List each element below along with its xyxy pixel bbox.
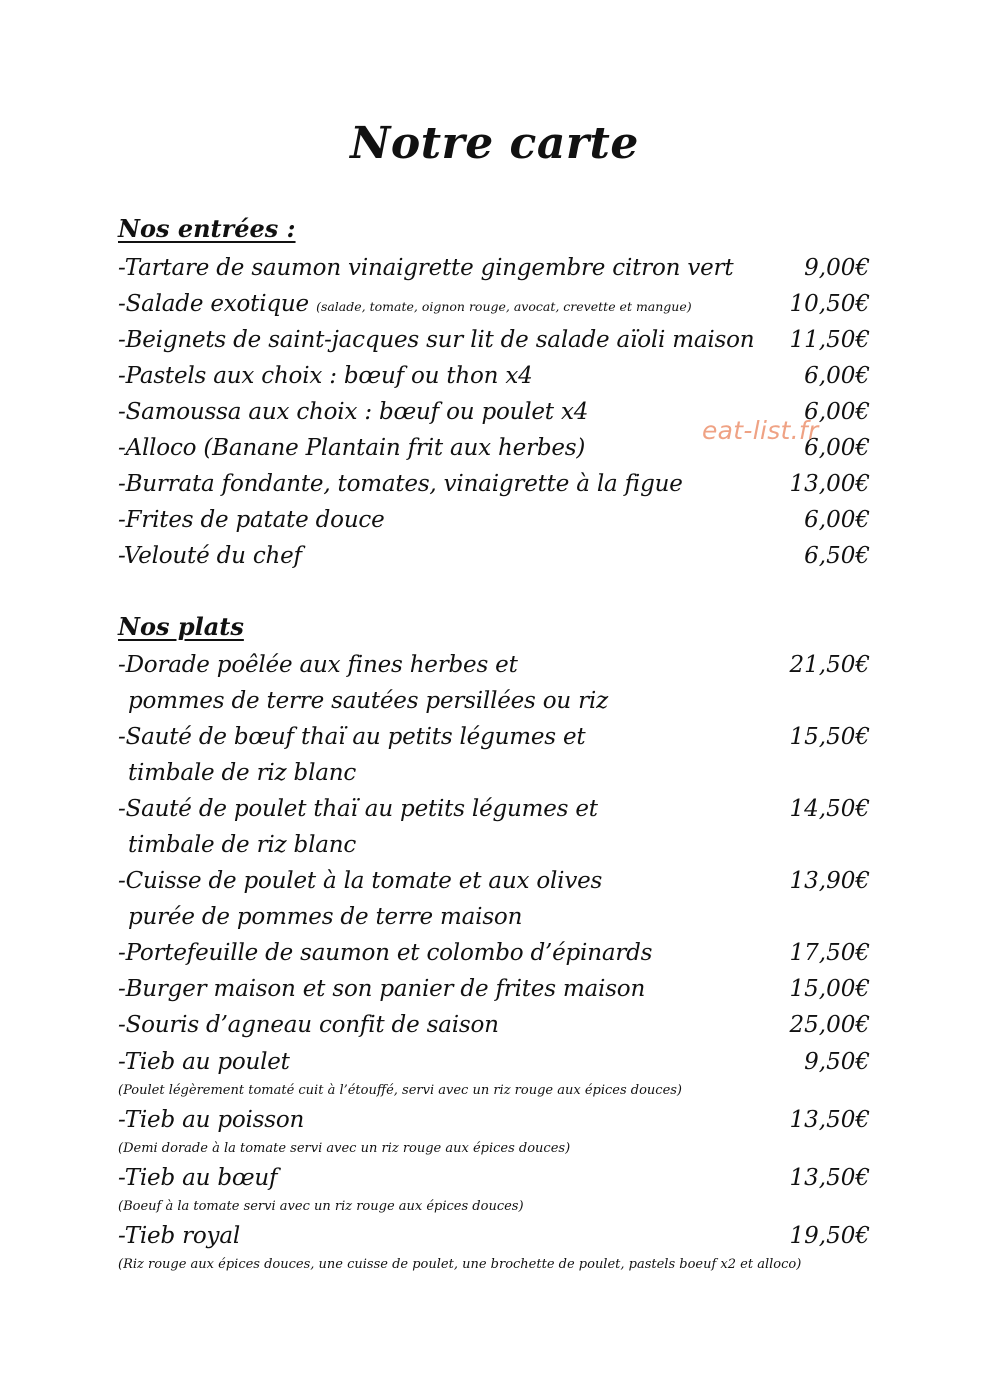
item-price: 6,00€: [804, 507, 870, 533]
item-name: -Sauté de poulet thaï au petits légumes et: [118, 796, 598, 822]
item-name: -Tieb au bœuf: [118, 1165, 278, 1191]
item-price: 6,00€: [804, 435, 870, 461]
item-name: -Samoussa aux choix : bœuf ou poulet x4: [118, 399, 589, 425]
item-name: -Tartare de saumon vinaigrette gingembre citron vert: [118, 255, 734, 281]
item-name: -Alloco (Banane Plantain frit aux herbes): [118, 435, 586, 461]
menu-item: [118, 324, 870, 360]
page-title: Notre carte: [350, 118, 639, 169]
item-name-line2: purée de pommes de terre maison: [128, 904, 523, 930]
item-name: -Portefeuille de saumon et colombo d’épinards: [118, 940, 653, 966]
item-price: 21,50€: [789, 652, 870, 678]
item-price: 9,50€: [804, 1049, 870, 1075]
item-name: -Cuisse de poulet à la tomate et aux olives: [118, 868, 603, 894]
item-name: -Pastels aux choix : bœuf ou thon x4: [118, 363, 533, 389]
item-price: 14,50€: [789, 796, 870, 822]
item-name-line2: timbale de riz blanc: [128, 760, 357, 786]
item-name-group: [118, 288, 692, 323]
item-name: -Velouté du chef: [118, 543, 302, 569]
item-price: 6,50€: [804, 543, 870, 569]
item-name: -Sauté de bœuf thaï au petits légumes et: [118, 724, 586, 750]
menu-item: [118, 865, 870, 937]
menu-item: [118, 937, 870, 973]
item-price: 13,50€: [789, 1107, 870, 1133]
item-price: 15,50€: [789, 724, 870, 750]
menu-item: [118, 1046, 870, 1104]
menu-item: [118, 1220, 870, 1278]
watermark-text: eat-list.fr: [702, 416, 819, 445]
menu-item: [118, 1104, 870, 1162]
item-price: 6,00€: [804, 399, 870, 425]
item-name: -Burrata fondante, tomates, vinaigrette à la figue: [118, 471, 683, 497]
menu-item: [118, 504, 870, 540]
item-price: 17,50€: [789, 940, 870, 966]
item-price: 15,00€: [789, 976, 870, 1002]
menu-item: [118, 721, 870, 793]
item-price: 13,90€: [789, 868, 870, 894]
item-note: (Riz rouge aux épices douces, une cuisse de poulet, une brochette de poulet, pastels boeuf x2 et alloco): [118, 1257, 802, 1272]
menu-item: [118, 1162, 870, 1220]
item-name: -Salade exotique: [118, 291, 309, 317]
item-name: -Frites de patate douce: [118, 507, 385, 533]
menu-item: [118, 360, 870, 396]
item-name: -Dorade poêlée aux fines herbes et: [118, 652, 518, 678]
item-name: -Tieb au poisson: [118, 1107, 305, 1133]
item-price: 6,00€: [804, 363, 870, 389]
menu-item: [118, 793, 870, 865]
section-heading-entrees: Nos entrées :: [118, 214, 296, 243]
menu-item: [118, 1009, 870, 1045]
item-name: -Tieb au poulet: [118, 1049, 290, 1075]
menu-item: [118, 252, 870, 288]
item-name: -Souris d’agneau confit de saison: [118, 1012, 499, 1038]
item-note: (Poulet légèrement tomaté cuit à l’étouffé, servi avec un riz rouge aux épices douces): [118, 1083, 683, 1098]
item-name-line2: pommes de terre sautées persillées ou riz: [128, 688, 609, 714]
item-price: 9,00€: [804, 255, 870, 281]
item-note: (salade, tomate, oignon rouge, avocat, crevette et mangue): [316, 299, 692, 314]
menu-item: [118, 649, 870, 721]
item-price: 25,00€: [789, 1012, 870, 1038]
menu-item: [118, 288, 870, 324]
item-price: 13,00€: [789, 471, 870, 497]
item-price: 11,50€: [789, 327, 870, 353]
menu-item: [118, 540, 870, 576]
item-name: -Burger maison et son panier de frites maison: [118, 976, 646, 1002]
menu-item: [118, 973, 870, 1009]
item-price: 10,50€: [789, 291, 870, 317]
section-heading-plats: Nos plats: [118, 612, 244, 641]
item-note: (Boeuf à la tomate servi avec un riz rouge aux épices douces): [118, 1199, 524, 1214]
item-name: -Tieb royal: [118, 1223, 240, 1249]
item-price: 13,50€: [789, 1165, 870, 1191]
item-note: (Demi dorade à la tomate servi avec un riz rouge aux épices douces): [118, 1141, 571, 1156]
item-name-line2: timbale de riz blanc: [128, 832, 357, 858]
item-price: 19,50€: [789, 1223, 870, 1249]
item-name: -Beignets de saint-jacques sur lit de salade aïoli maison: [118, 327, 755, 353]
menu-item: [118, 468, 870, 504]
